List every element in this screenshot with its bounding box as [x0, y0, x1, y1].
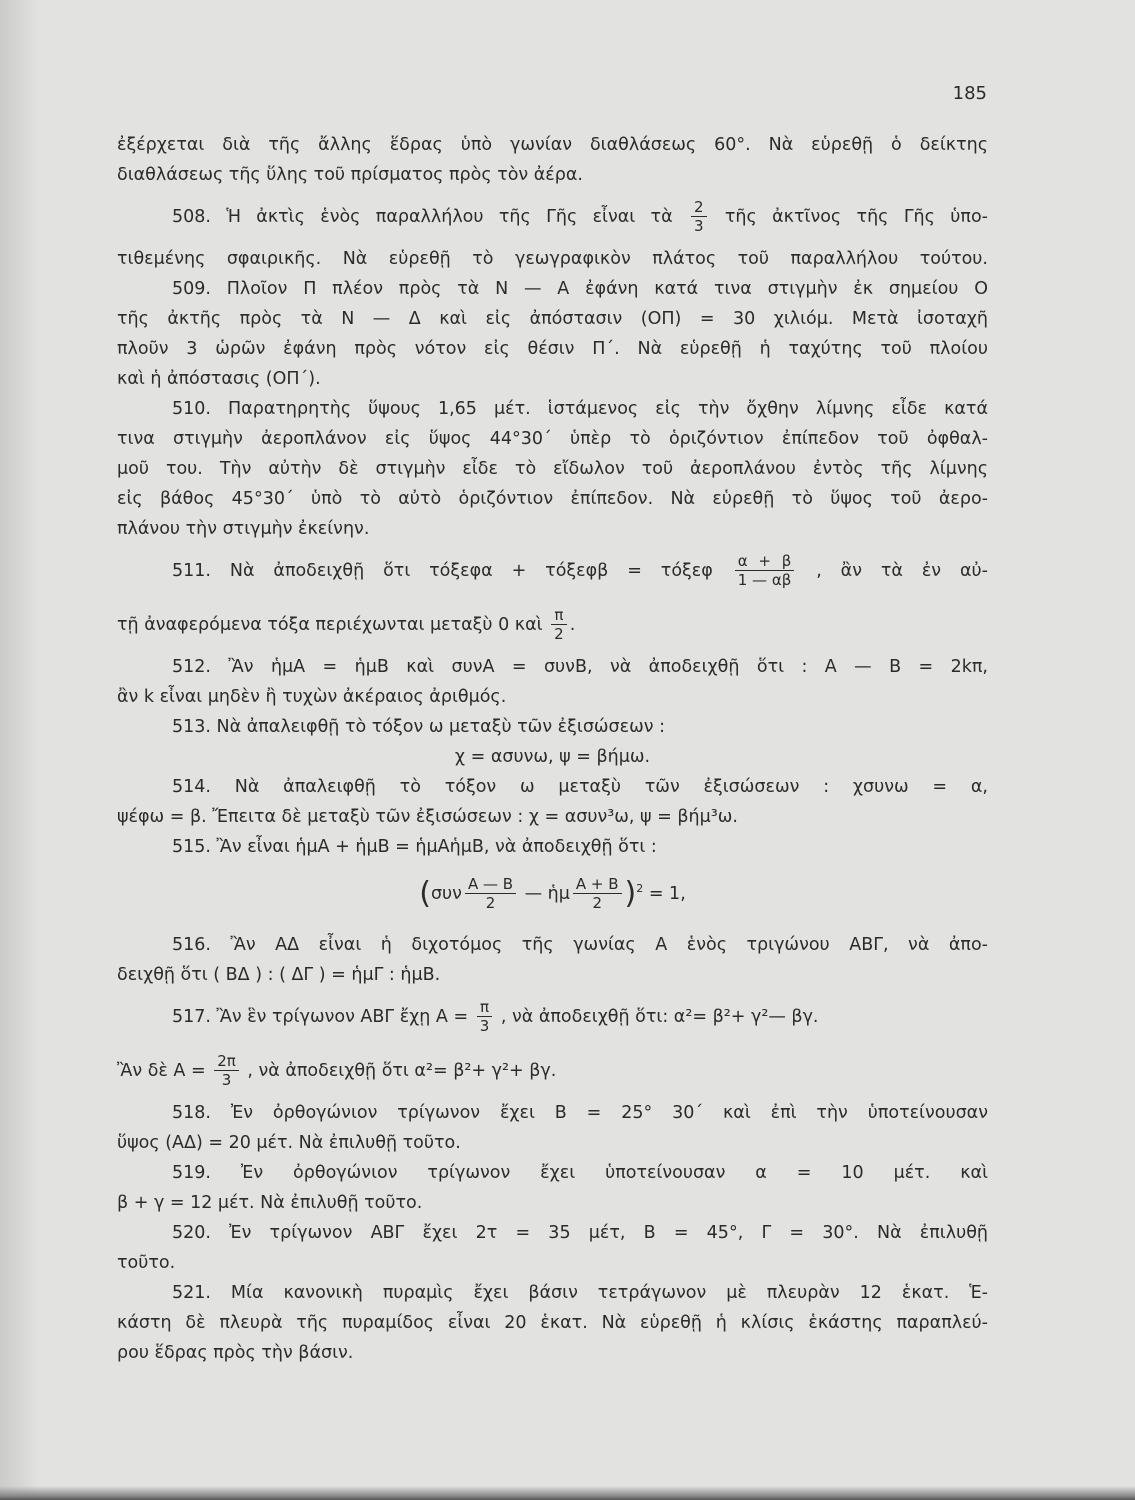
fraction: [551, 608, 567, 642]
text-line: τοῦτο.: [117, 1253, 176, 1273]
text-run: 511. Νὰ ἀποδειχθῇ ὅτι τόξεφα + τόξεφβ = τόξεφ: [172, 561, 713, 581]
text-line: πλάνου τὴν στιγμὴν ἐκείνην.: [117, 519, 370, 539]
text-run: , νὰ ἀποδειχθῇ ὅτι α²= β²+ γ²+ βγ.: [247, 1061, 557, 1081]
fraction-numerator: π: [554, 606, 564, 624]
fraction: [477, 1000, 493, 1034]
exercise-517: [117, 990, 988, 1044]
exercise-510: 510. Παρατηρητὴς ὕψους 1,65 μέτ. ἱστάμενος εἰς τὴν ὄχθην λίμνης εἶδε κατά: [172, 399, 988, 419]
text-run: , νὰ ἀποδειχθῇ ὅτι: α²= β²+ γ²— βγ.: [500, 1007, 819, 1027]
fraction-denominator: 2: [551, 624, 567, 642]
text-line: τῆς ἀκτῆς πρὸς τὰ Ν — Δ καὶ εἰς ἀπόστασιν (ΟΠ) = 30 χιλιόμ. Μετὰ ἰσοταχῆ: [117, 309, 988, 329]
exercise-520: 520. Ἐν τρίγωνον ΑΒΓ ἔχει 2τ = 35 μέτ, Β = 45°, Γ = 30°. Νὰ ἐπιλυθῇ: [172, 1223, 988, 1243]
text-line: [117, 1044, 988, 1098]
exercise-511: [117, 544, 988, 598]
equation: (συν $\frac{A — B}{2}$ — ἡμ $\frac{A + B}{2}$ )$^2$ = 1,: [419, 874, 686, 912]
text-line: δειχθῇ ὅτι ( ΒΔ ) : ( ΔΓ ) = ἡμΓ : ἡμΒ.: [117, 965, 441, 985]
fraction-numerator: Α — Β: [467, 874, 514, 893]
text-line: ὕψος (ΑΔ) = 20 μέτ. Νὰ ἐπιλυθῇ τοῦτο.: [117, 1133, 461, 1153]
text-line: διαθλάσεως τῆς ὕλης τοῦ πρίσματος πρὸς τὸν ἀέρα.: [117, 165, 583, 185]
text-line: εἰς βάθος 45°30΄ ὑπὸ τὸ αὐτὸ ὁριζόντιον ἐπίπεδον. Νὰ εὑρεθῇ τὸ ὕψος τοῦ ἀερο-: [117, 489, 988, 509]
text-run: 508. Ἡ ἀκτὶς ἑνὸς παραλλήλου τῆς Γῆς εἶναι τὰ: [172, 207, 673, 227]
exercise-text: [117, 130, 988, 1368]
exercise-509: 509. Πλοῖον Π πλέον πρὸς τὰ Ν — Α ἐφάνη κατά τινα στιγμὴν ἐκ σημείου Ο: [172, 279, 988, 299]
fraction-denominator: 1 — αβ: [735, 570, 795, 588]
exercise-513: 513. Νὰ ἀπαλειφθῇ τὸ τόξον ω μεταξὺ τῶν ἐξισώσεων :: [172, 717, 665, 737]
exercise-516: 516. Ἂν ΑΔ εἶναι ἡ διχοτόμος τῆς γωνίας Α ἑνὸς τριγώνου ΑΒΓ, νὰ ἀπο-: [172, 935, 988, 955]
exercise-518: 518. Ἐν ὀρθογώνιον τρίγωνον ἔχει Β = 25° 30΄ καὶ ἐπὶ τὴν ὑποτείνουσαν: [172, 1103, 988, 1123]
text-line: μοῦ του. Τὴν αὐτὴν δὲ στιγμὴν εἶδε τὸ εἴδωλον τοῦ ἀεροπλάνου ἐντὸς τῆς λίμνης: [117, 459, 988, 479]
fraction: [214, 1054, 239, 1088]
fraction: [465, 874, 516, 912]
text-line: καὶ ἡ ἀπόστασις (ΟΠ΄).: [117, 369, 321, 389]
fraction-denominator: 2: [465, 893, 516, 911]
text-line: κάστη δὲ πλευρὰ τῆς πυραμίδος εἶναι 20 ἑκατ. Νὰ εὑρεθῇ ἡ κλίσις ἑκάστης παραπλεύ-: [117, 1313, 988, 1333]
page-shadow: [0, 0, 40, 1500]
fraction-denominator: 3: [214, 1070, 239, 1088]
text-line: ρου ἕδρας πρὸς τὴν βάσιν.: [117, 1343, 354, 1363]
text-line: ψέφω = β. Ἔπειτα δὲ μεταξὺ τῶν ἐξισώσεων : χ = ασυν³ω, ψ = βήμ³ω.: [117, 807, 738, 827]
exercise-515: 515. Ἂν εἶναι ἡμΑ + ἡμΒ = ἡμΑἡμΒ, νὰ ἀποδειχθῇ ὅτι :: [172, 837, 657, 857]
fraction-numerator: Α + Β: [575, 874, 619, 893]
exercise-519: 519. Ἐν ὀρθογώνιον τρίγωνον ἔχει ὑποτείνουσαν α = 10 μέτ. καὶ: [172, 1163, 988, 1183]
exercise-508: [117, 190, 988, 244]
fraction-numerator: 2: [693, 198, 704, 216]
equation: χ = ασυνω, ψ = βήμω.: [454, 747, 651, 767]
fraction-denominator: 2: [573, 893, 622, 911]
page-number: 185: [952, 83, 987, 104]
exercise-521: 521. Μία κανονικὴ πυραμὶς ἔχει βάσιν τετράγωνον μὲ πλευρὰν 12 ἑκατ. Ἑ-: [172, 1283, 988, 1303]
fraction-denominator: 3: [691, 216, 707, 234]
fraction-numerator: α + β: [737, 552, 792, 570]
text-run: τῆς ἀκτῖνος τῆς Γῆς ὑπο-: [724, 207, 988, 227]
fraction-numerator: 2π: [217, 1052, 236, 1070]
fraction: [691, 200, 707, 234]
text-run: , ἂν τὰ ἐν αὐ-: [816, 561, 988, 581]
text-line: ἐξέρχεται διὰ τῆς ἄλλης ἕδρας ὑπὸ γωνίαν διαθλάσεως 60°. Νὰ εὑρεθῇ ὁ δείκτης: [117, 135, 988, 155]
text-line: τινα στιγμὴν ἀεροπλάνον εἰς ὕψος 44°30΄ ὑπὲρ τὸ ὁριζόντιον ἐπίπεδον τοῦ ὀφθαλ-: [117, 429, 988, 449]
text-line: πλοῦν 3 ὡρῶν ἐφάνη πρὸς νότον εἰς θέσιν Π΄. Νὰ εὑρεθῇ ἡ ταχύτης τοῦ πλοίου: [117, 339, 988, 359]
text-line: τῇ ἀναφερόμενα τόξα περιέχωνται μεταξὺ 0 καὶ $\frac{\pi}{2}$ .: [117, 606, 576, 643]
fraction-numerator: π: [479, 998, 489, 1016]
exercise-514: 514. Νὰ ἀπαλειφθῇ τὸ τόξον ω μεταξὺ τῶν ἐξισώσεων : χσυνω = α,: [172, 777, 988, 797]
fraction: [735, 554, 795, 588]
text-run: 517. Ἂν ἓν τρίγωνον ΑΒΓ ἔχῃ Α =: [172, 1007, 469, 1027]
text-run: τῇ ἀναφερόμενα τόξα περιέχωνται μεταξὺ 0 καὶ: [117, 615, 543, 635]
fraction-denominator: 3: [477, 1016, 493, 1034]
page-bottom-edge: [0, 1486, 1135, 1500]
exercise-512: 512. Ἂν ἡμΑ = ἡμΒ καὶ συνΑ = συνΒ, νὰ ἀποδειχθῇ ὅτι : Α — Β = 2kπ,: [172, 657, 988, 677]
text-line: τιθεμένης σφαιρικῆς. Νὰ εὑρεθῇ τὸ γεωγραφικὸν πλάτος τοῦ παραλλήλου τούτου.: [117, 249, 988, 269]
text-line: ἂν k εἶναι μηδὲν ἢ τυχὼν ἀκέραιος ἀριθμός.: [117, 687, 507, 707]
fraction: [573, 874, 622, 912]
text-run: Ἂν δὲ Α =: [117, 1061, 206, 1081]
text-line: β + γ = 12 μέτ. Νὰ ἐπιλυθῇ τοῦτο.: [117, 1193, 423, 1213]
